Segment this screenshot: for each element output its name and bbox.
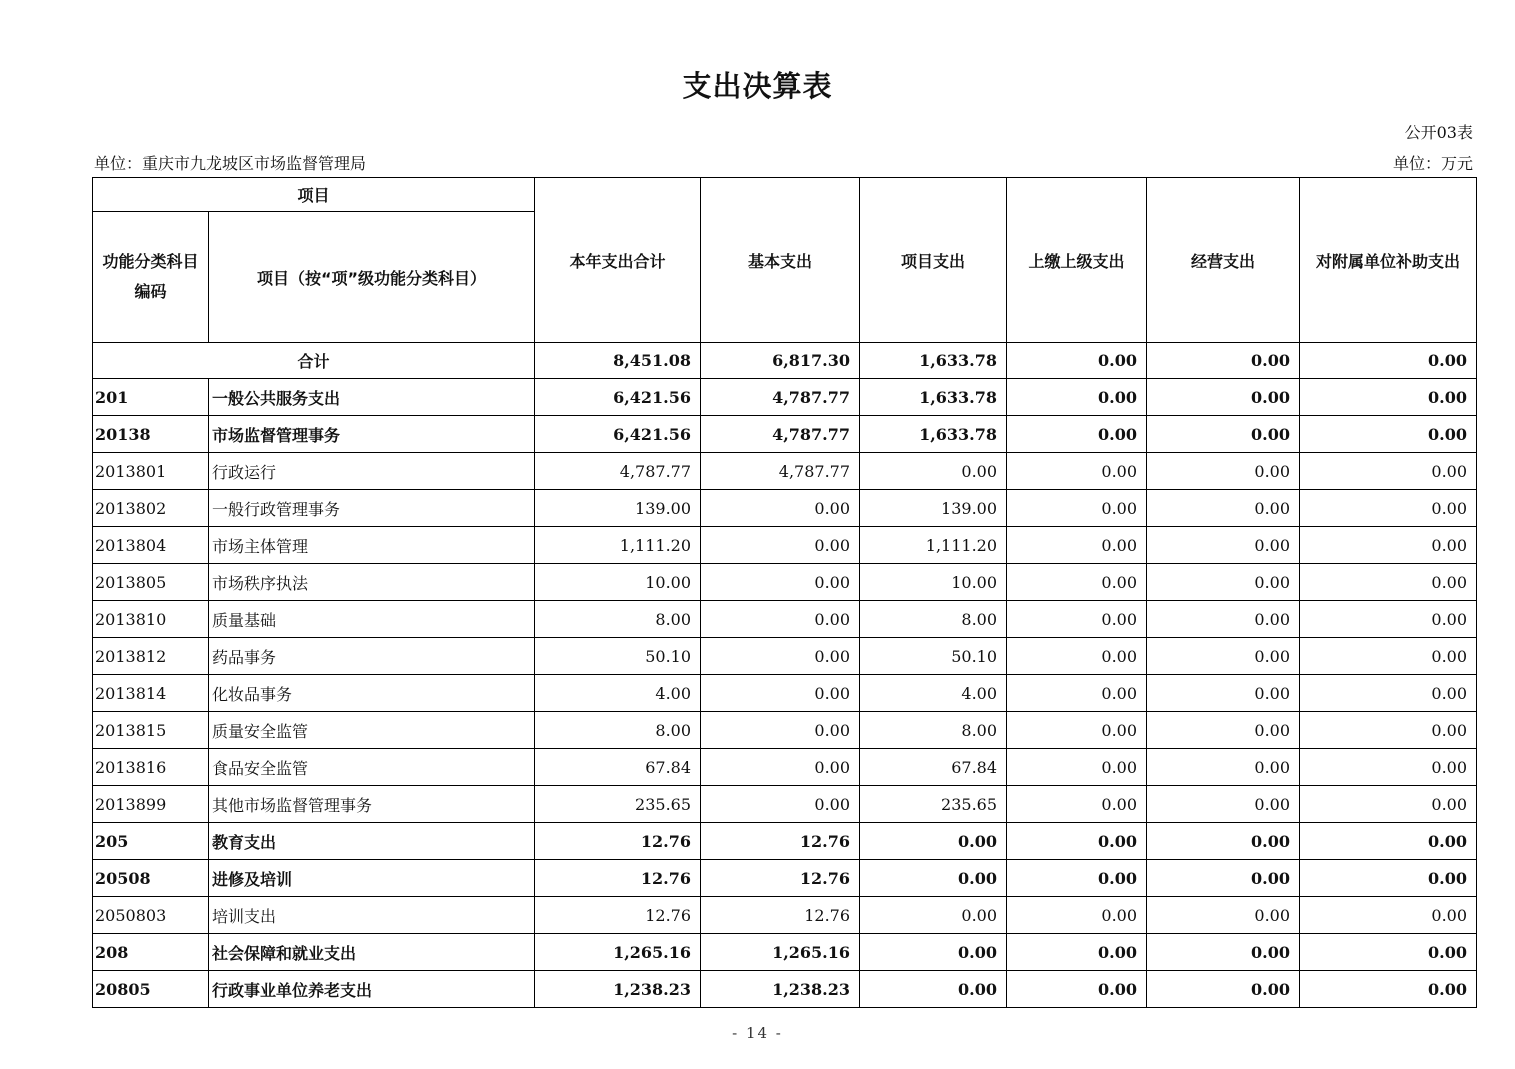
total-business: 0.00: [1147, 343, 1300, 379]
table-row: [93, 786, 1477, 823]
row-business: 0.00: [1147, 749, 1300, 786]
total-label: 合计: [93, 343, 535, 379]
row-project: 1,111.20: [860, 527, 1007, 564]
row-code: 205: [93, 823, 209, 860]
row-subsidy: 0.00: [1300, 749, 1477, 786]
row-subsidy: 0.00: [1300, 416, 1477, 453]
row-subsidy: 0.00: [1300, 823, 1477, 860]
header-upper: 上缴上级支出: [1007, 178, 1147, 343]
row-code: 2013815: [93, 712, 209, 749]
row-code: 2013814: [93, 675, 209, 712]
row-name: 一般公共服务支出: [209, 379, 535, 416]
row-subsidy: 0.00: [1300, 490, 1477, 527]
table-row: [93, 675, 1477, 712]
row-upper: 0.00: [1007, 675, 1147, 712]
row-basic: 12.76: [701, 860, 860, 897]
row-project: 0.00: [860, 971, 1007, 1008]
row-total: 235.65: [535, 786, 701, 823]
row-business: 0.00: [1147, 379, 1300, 416]
total-total: 8,451.08: [535, 343, 701, 379]
row-code: 2013810: [93, 601, 209, 638]
row-code: 2013816: [93, 749, 209, 786]
form-number: 公开03表: [1404, 123, 1473, 142]
row-code: 2013804: [93, 527, 209, 564]
row-code: 2013812: [93, 638, 209, 675]
row-total: 50.10: [535, 638, 701, 675]
row-basic: 12.76: [701, 897, 860, 934]
currency-unit: 单位：万元: [1392, 154, 1473, 173]
row-business: 0.00: [1147, 638, 1300, 675]
table-row: [93, 897, 1477, 934]
row-total: 67.84: [535, 749, 701, 786]
row-upper: 0.00: [1007, 379, 1147, 416]
page-title: 支出决算表: [682, 69, 833, 103]
row-project: 139.00: [860, 490, 1007, 527]
row-total: 12.76: [535, 823, 701, 860]
header-project-group: 项目: [93, 178, 535, 212]
row-basic: 4,787.77: [701, 379, 860, 416]
row-upper: 0.00: [1007, 971, 1147, 1008]
row-project: 1,633.78: [860, 379, 1007, 416]
row-name: 食品安全监管: [209, 749, 535, 786]
row-subsidy: 0.00: [1300, 527, 1477, 564]
row-code: 2013899: [93, 786, 209, 823]
row-total: 4,787.77: [535, 453, 701, 490]
row-business: 0.00: [1147, 564, 1300, 601]
row-total: 6,421.56: [535, 416, 701, 453]
row-project: 0.00: [860, 897, 1007, 934]
table-row: [93, 934, 1477, 971]
table-row: [93, 823, 1477, 860]
row-project: 235.65: [860, 786, 1007, 823]
row-basic: 0.00: [701, 638, 860, 675]
row-project: 50.10: [860, 638, 1007, 675]
header-project: 项目支出: [860, 178, 1007, 343]
row-name: 市场秩序执法: [209, 564, 535, 601]
row-business: 0.00: [1147, 786, 1300, 823]
row-total: 139.00: [535, 490, 701, 527]
row-project: 0.00: [860, 453, 1007, 490]
row-subsidy: 0.00: [1300, 934, 1477, 971]
row-upper: 0.00: [1007, 638, 1147, 675]
row-business: 0.00: [1147, 601, 1300, 638]
table-row: [93, 638, 1477, 675]
page-number: - 14 -: [732, 1024, 783, 1042]
row-basic: 0.00: [701, 786, 860, 823]
row-subsidy: 0.00: [1300, 971, 1477, 1008]
row-basic: 4,787.77: [701, 416, 860, 453]
row-business: 0.00: [1147, 971, 1300, 1008]
row-subsidy: 0.00: [1300, 860, 1477, 897]
row-name: 其他市场监督管理事务: [209, 786, 535, 823]
row-code: 201: [93, 379, 209, 416]
row-project: 8.00: [860, 601, 1007, 638]
expenditure-table: [92, 177, 1477, 1008]
row-code: 20138: [93, 416, 209, 453]
row-code: 20508: [93, 860, 209, 897]
row-basic: 0.00: [701, 675, 860, 712]
row-total: 12.76: [535, 860, 701, 897]
row-business: 0.00: [1147, 860, 1300, 897]
row-upper: 0.00: [1007, 453, 1147, 490]
row-project: 4.00: [860, 675, 1007, 712]
row-name: 社会保障和就业支出: [209, 934, 535, 971]
table-row: [93, 860, 1477, 897]
row-business: 0.00: [1147, 527, 1300, 564]
row-upper: 0.00: [1007, 712, 1147, 749]
row-project: 0.00: [860, 823, 1007, 860]
row-total: 1,111.20: [535, 527, 701, 564]
table-row: [93, 564, 1477, 601]
row-basic: 0.00: [701, 490, 860, 527]
row-business: 0.00: [1147, 675, 1300, 712]
row-upper: 0.00: [1007, 934, 1147, 971]
row-code: 2050803: [93, 897, 209, 934]
row-upper: 0.00: [1007, 897, 1147, 934]
row-upper: 0.00: [1007, 823, 1147, 860]
table-row: [93, 749, 1477, 786]
row-code: 2013802: [93, 490, 209, 527]
row-subsidy: 0.00: [1300, 712, 1477, 749]
row-total: 4.00: [535, 675, 701, 712]
row-project: 0.00: [860, 860, 1007, 897]
total-row: [93, 343, 1477, 379]
row-subsidy: 0.00: [1300, 675, 1477, 712]
row-upper: 0.00: [1007, 527, 1147, 564]
row-code: 20805: [93, 971, 209, 1008]
header-total: 本年支出合计: [535, 178, 701, 343]
row-name: 质量安全监管: [209, 712, 535, 749]
row-code: 2013805: [93, 564, 209, 601]
row-total: 1,265.16: [535, 934, 701, 971]
row-business: 0.00: [1147, 934, 1300, 971]
row-business: 0.00: [1147, 712, 1300, 749]
row-business: 0.00: [1147, 453, 1300, 490]
row-subsidy: 0.00: [1300, 601, 1477, 638]
header-business: 经营支出: [1147, 178, 1300, 343]
row-subsidy: 0.00: [1300, 453, 1477, 490]
row-project: 1,633.78: [860, 416, 1007, 453]
table-row: [93, 416, 1477, 453]
total-basic: 6,817.30: [701, 343, 860, 379]
row-upper: 0.00: [1007, 860, 1147, 897]
header-code: 功能分类科目编码: [93, 212, 209, 343]
row-business: 0.00: [1147, 490, 1300, 527]
total-project: 1,633.78: [860, 343, 1007, 379]
row-total: 12.76: [535, 897, 701, 934]
row-subsidy: 0.00: [1300, 897, 1477, 934]
row-basic: 4,787.77: [701, 453, 860, 490]
row-total: 8.00: [535, 712, 701, 749]
row-basic: 0.00: [701, 749, 860, 786]
row-code: 208: [93, 934, 209, 971]
table-row: [93, 527, 1477, 564]
row-basic: 0.00: [701, 601, 860, 638]
row-subsidy: 0.00: [1300, 379, 1477, 416]
row-project: 67.84: [860, 749, 1007, 786]
row-name: 药品事务: [209, 638, 535, 675]
header-item: 项目（按“项”级功能分类科目）: [209, 212, 535, 343]
row-subsidy: 0.00: [1300, 786, 1477, 823]
row-business: 0.00: [1147, 897, 1300, 934]
row-name: 化妆品事务: [209, 675, 535, 712]
row-name: 教育支出: [209, 823, 535, 860]
row-business: 0.00: [1147, 823, 1300, 860]
table-row: [93, 453, 1477, 490]
reporting-unit: 单位：重庆市九龙坡区市场监督管理局: [94, 154, 367, 173]
total-subsidy: 0.00: [1300, 343, 1477, 379]
header-basic: 基本支出: [701, 178, 860, 343]
row-name: 一般行政管理事务: [209, 490, 535, 527]
row-total: 6,421.56: [535, 379, 701, 416]
row-basic: 0.00: [701, 527, 860, 564]
row-total: 1,238.23: [535, 971, 701, 1008]
row-upper: 0.00: [1007, 749, 1147, 786]
table-row: [93, 490, 1477, 527]
row-name: 市场监督管理事务: [209, 416, 535, 453]
row-basic: 12.76: [701, 823, 860, 860]
row-total: 8.00: [535, 601, 701, 638]
row-name: 质量基础: [209, 601, 535, 638]
total-upper: 0.00: [1007, 343, 1147, 379]
row-code: 2013801: [93, 453, 209, 490]
row-project: 8.00: [860, 712, 1007, 749]
table-row: [93, 971, 1477, 1008]
table-row: [93, 601, 1477, 638]
header-subsidy: 对附属单位补助支出: [1300, 178, 1477, 343]
row-basic: 0.00: [701, 712, 860, 749]
row-subsidy: 0.00: [1300, 638, 1477, 675]
row-name: 行政事业单位养老支出: [209, 971, 535, 1008]
row-business: 0.00: [1147, 416, 1300, 453]
row-total: 10.00: [535, 564, 701, 601]
row-basic: 1,238.23: [701, 971, 860, 1008]
row-basic: 0.00: [701, 564, 860, 601]
table-row: [93, 712, 1477, 749]
row-upper: 0.00: [1007, 564, 1147, 601]
row-name: 培训支出: [209, 897, 535, 934]
row-upper: 0.00: [1007, 786, 1147, 823]
row-project: 0.00: [860, 934, 1007, 971]
row-project: 10.00: [860, 564, 1007, 601]
row-name: 进修及培训: [209, 860, 535, 897]
row-upper: 0.00: [1007, 601, 1147, 638]
row-upper: 0.00: [1007, 416, 1147, 453]
table-row: [93, 379, 1477, 416]
row-upper: 0.00: [1007, 490, 1147, 527]
row-name: 市场主体管理: [209, 527, 535, 564]
row-name: 行政运行: [209, 453, 535, 490]
row-subsidy: 0.00: [1300, 564, 1477, 601]
row-basic: 1,265.16: [701, 934, 860, 971]
